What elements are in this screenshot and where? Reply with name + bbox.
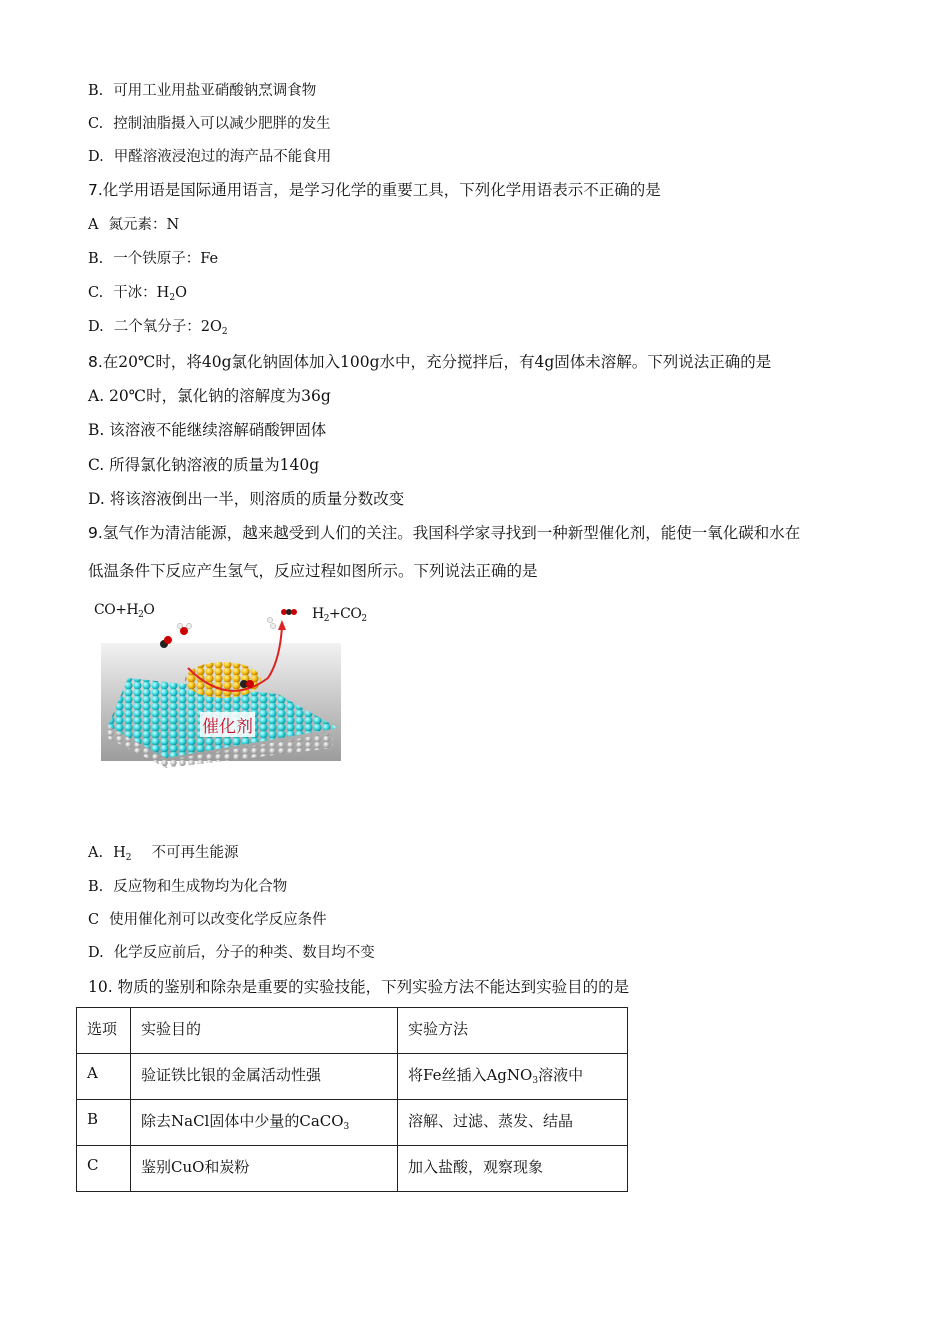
- option-letter: D.: [88, 945, 104, 961]
- catalyst-reaction-figure: [88, 598, 388, 768]
- row-method: [398, 1054, 628, 1100]
- option-letter: D.: [88, 149, 104, 165]
- q7-option-a: [88, 214, 179, 236]
- row-purpose: 验证铁比银的金属活动性强: [131, 1054, 398, 1100]
- q8-option-b: B. 该溶液不能继续溶解硝酸钾固体: [88, 421, 327, 439]
- option-text: 使用催化剂可以改变化学反应条件: [109, 912, 327, 928]
- option-letter: B.: [88, 251, 104, 267]
- row-option: C: [77, 1146, 131, 1192]
- option-text: O: [175, 285, 187, 301]
- q9-option-a: [88, 842, 238, 869]
- option-letter: B.: [88, 83, 104, 99]
- q8-stem: [88, 351, 771, 373]
- q7-option-c: [88, 282, 187, 309]
- option-text: 化学反应前后，分子的种类、数目均不变: [113, 945, 375, 961]
- option-text: 氮元素：N: [108, 217, 180, 233]
- q7-option-d: [88, 316, 228, 343]
- question-text: 氢气作为清洁能源，越来越受到人们的关注。我国科学家寻找到一种新型催化剂，能使一氧化碳和水在: [102, 524, 801, 542]
- question-text: 在20℃时，将40g氯化钠固体加入100g水中，充分搅拌后，有4g固体未溶解。下列说法正确的是: [102, 353, 772, 371]
- q8-option-c: C. 所得氯化钠溶液的质量为140g: [88, 456, 320, 474]
- q6-option-b: [88, 80, 316, 102]
- catalyst-surface-illustration: [88, 598, 388, 768]
- option-letter: B.: [88, 879, 104, 895]
- option-text: 不可再生能源: [151, 845, 239, 861]
- question-number: 8.: [88, 353, 103, 371]
- q9-option-c: [88, 909, 327, 931]
- row-purpose: 鉴别CuO和炭粉: [131, 1146, 398, 1192]
- option-text: 干冰：H: [113, 285, 170, 301]
- header-option: 选项: [77, 1008, 131, 1054]
- q9-stem-line1: [88, 522, 800, 544]
- q9-option-b: [88, 876, 287, 898]
- option-text: 甲醛溶液浸泡过的海产品不能食用: [113, 149, 332, 165]
- option-letter: A.: [88, 845, 104, 861]
- q8-option-d: D. 将该溶液倒出一半，则溶质的质量分数改变: [88, 490, 405, 508]
- subscript: 2: [221, 327, 228, 337]
- label-text: CO+H: [94, 602, 139, 618]
- table-row: [77, 1054, 628, 1100]
- question-number: 7.: [88, 181, 103, 199]
- subscript: 2: [361, 614, 367, 624]
- subscript: 3: [532, 1076, 539, 1086]
- option-text: 反应物和生成物均为化合物: [113, 879, 288, 895]
- option-letter: A: [88, 217, 99, 233]
- q8-option-a: A. 20℃时，氯化钠的溶解度为36g: [88, 387, 331, 405]
- label-text: O: [143, 602, 155, 618]
- option-text: 二个氧分子：2O: [113, 319, 222, 335]
- subscript: 2: [169, 293, 176, 303]
- label-text: H: [312, 606, 324, 622]
- option-letter: C.: [88, 116, 104, 132]
- option-letter: C: [88, 912, 100, 928]
- option-text: H: [113, 845, 126, 861]
- q7-stem: [88, 179, 661, 201]
- table-header-row: [77, 1008, 628, 1054]
- q6-option-d: [88, 146, 331, 168]
- question-text: 化学用语是国际通用语言，是学习化学的重要工具，下列化学用语表示不正确的是: [102, 181, 661, 199]
- option-letter: C.: [88, 285, 104, 301]
- header-purpose: 实验目的: [131, 1008, 398, 1054]
- option-text: 可用工业用盐亚硝酸钠烹调食物: [113, 83, 317, 99]
- row-option: B: [77, 1100, 131, 1146]
- row-purpose: [131, 1100, 398, 1146]
- option-text: 控制油脂摄入可以减少肥胖的发生: [113, 116, 331, 132]
- label-text: +CO: [328, 606, 362, 622]
- q7-option-b: [88, 248, 218, 270]
- experiment-table: [76, 1007, 628, 1192]
- header-method: 实验方法: [398, 1008, 628, 1054]
- q9-stem-line2: 低温条件下反应产生氢气，反应过程如图所示。下列说法正确的是: [88, 562, 538, 580]
- table-row: [77, 1100, 628, 1146]
- subscript: 2: [323, 614, 329, 624]
- option-letter: D.: [88, 319, 104, 335]
- row-method: 加入盐酸，观察现象: [398, 1146, 628, 1192]
- subscript: 2: [125, 853, 132, 863]
- row-option: A: [77, 1054, 131, 1100]
- table-row: [77, 1146, 628, 1192]
- row-method: 溶解、过滤、蒸发、结晶: [398, 1100, 628, 1146]
- cell-text: 将Fe丝插入AgNO: [408, 1066, 533, 1084]
- catalyst-label: 催化剂: [200, 712, 255, 737]
- cell-text: 溶液中: [538, 1066, 584, 1084]
- q10-stem: 10. 物质的鉴别和除杂是重要的实验技能，下列实验方法不能达到实验目的的是: [88, 978, 630, 996]
- q6-option-c: [88, 113, 331, 135]
- question-number: 9.: [88, 524, 103, 542]
- subscript: 2: [138, 610, 144, 620]
- q9-option-d: [88, 942, 375, 964]
- cell-text: 除去NaCl固体中少量的CaCO: [141, 1112, 344, 1130]
- option-text: 一个铁原子：Fe: [113, 251, 219, 267]
- subscript: 3: [343, 1122, 350, 1132]
